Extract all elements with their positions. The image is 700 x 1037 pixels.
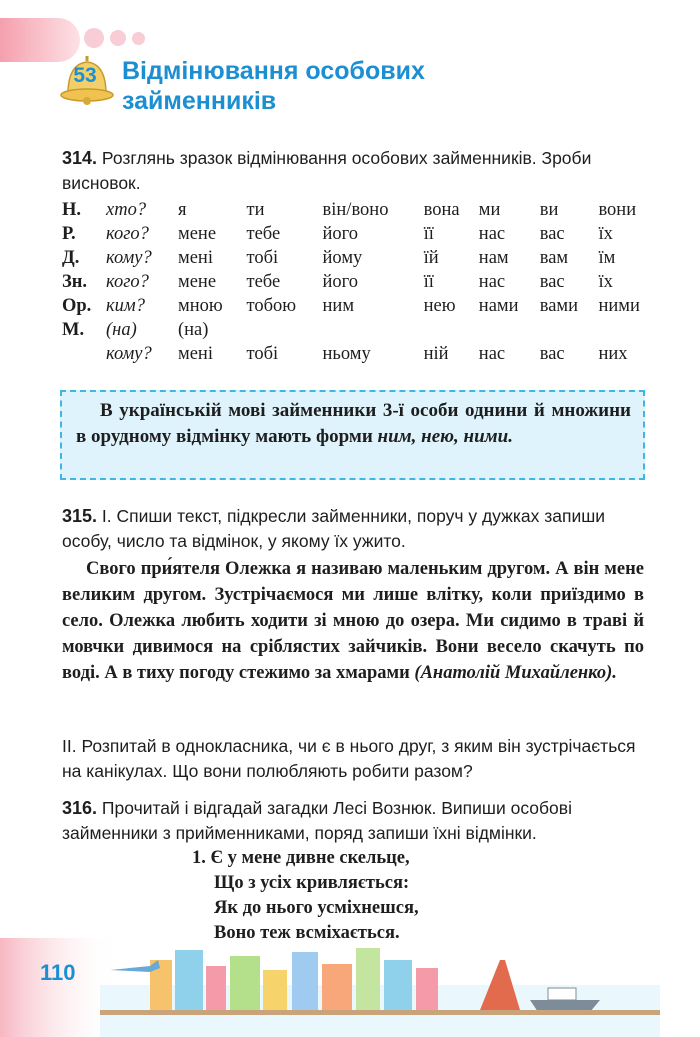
pronoun-form: тебе [246, 272, 281, 292]
task-instruction: Прочитай і відгадай загадки Лесі Вознюк. Випиши особові займенники з прийменниками, поряд запиши їхні відмінки. [62, 798, 572, 843]
case-question: кого? [106, 272, 149, 292]
pronoun-form: їх [598, 224, 613, 244]
pronoun-form [540, 318, 599, 342]
pronoun-form: нас [478, 344, 506, 364]
pronoun-form: їх [598, 272, 613, 292]
case-question: хто? [106, 200, 147, 220]
pronoun-form: вас [539, 344, 565, 364]
declension-row [62, 270, 662, 294]
pronoun-form: ним [322, 296, 355, 316]
task-314 [62, 146, 652, 196]
page-number: 110 [40, 960, 76, 985]
case-question: кому? [106, 344, 152, 364]
reading-text [62, 556, 644, 686]
city-illustration [0, 930, 700, 1037]
pronoun-form [479, 318, 540, 342]
pronoun-form: тобою [246, 296, 297, 316]
declension-row [62, 294, 662, 318]
pronoun-form: ньому [322, 344, 371, 364]
decor-dot [84, 28, 104, 48]
pronoun-form: нас [478, 224, 506, 244]
pronoun-form [424, 318, 479, 342]
pronoun-form [247, 318, 323, 342]
lesson-title-line2: займенників [122, 87, 277, 115]
declension-row [62, 342, 662, 366]
pronoun-form: я [178, 200, 187, 220]
pronoun-form: вона [423, 200, 460, 220]
lesson-heading [58, 54, 658, 124]
pronoun-form: вас [539, 272, 565, 292]
decor-dot [132, 32, 145, 45]
decor-dot [110, 30, 126, 46]
pronoun-form: тобі [246, 344, 279, 364]
pronoun-form: його [322, 272, 359, 292]
rule-box [60, 390, 645, 480]
pronoun-form: мене [178, 272, 217, 292]
task-instruction: Розглянь зразок відмінювання особових займенників. Зроби висновок. [62, 148, 592, 193]
pronoun-form: нам [478, 248, 509, 268]
riddle-line: Як до нього усміхнешся, [214, 898, 419, 918]
riddle-line: Що з усіх кривляється: [214, 873, 410, 893]
pronoun-form: йому [322, 248, 363, 268]
lesson-title [122, 56, 425, 116]
rule-forms: ним, нею, ними. [377, 426, 513, 447]
lesson-number: 53 [73, 64, 97, 87]
task-number: 314. [62, 148, 98, 168]
pronoun-form: них [598, 344, 628, 364]
pronoun-form: ти [246, 200, 265, 220]
case-question: ким? [106, 296, 145, 316]
pronoun-form: мною [178, 296, 223, 316]
pronoun-form: мені [178, 248, 213, 268]
case-label: Зн. [62, 272, 88, 292]
task-instruction: ІІ. Розпитай в однокласника, чи є в нього друг, з яким він зустрічається на канікулах. Що вони полюбляють робити разом? [62, 736, 636, 781]
pronoun-form: тобі [246, 248, 279, 268]
lesson-title-line1: Відмінювання особових [122, 57, 425, 85]
declension-row [62, 198, 662, 222]
declension-table [62, 198, 662, 366]
task-instruction: І. Спиши текст, підкресли займенники, поруч у дужках запиши особу, число та відмінок, у якому їх ужито. [62, 506, 606, 551]
pronoun-form: мене [178, 224, 217, 244]
pronoun-form: він/воно [322, 200, 389, 220]
pronoun-form: вони [598, 200, 637, 220]
pronoun-form: вам [539, 248, 569, 268]
pronoun-form: їй [423, 248, 439, 268]
riddle-line: 1. Є у мене дивне скельце, [192, 848, 410, 868]
pronoun-form: ви [539, 200, 559, 220]
pronoun-form [598, 318, 662, 342]
pronoun-form: тебе [246, 224, 281, 244]
pronoun-form: нею [423, 296, 456, 316]
case-label [62, 342, 106, 366]
pronoun-form: мені [178, 344, 213, 364]
task-316 [62, 796, 652, 846]
pronoun-form: її [423, 224, 434, 244]
case-label: Ор. [62, 296, 92, 316]
pronoun-form: вами [539, 296, 579, 316]
task-315-part2 [62, 734, 652, 784]
pronoun-form: ми [478, 200, 501, 220]
pronoun-form: вас [539, 224, 565, 244]
task-315 [62, 504, 652, 554]
case-question: (на) [106, 320, 137, 340]
pronoun-form: (на) [178, 320, 209, 340]
case-label: Н. [62, 200, 82, 220]
pronoun-form: ній [423, 344, 449, 364]
pronoun-form [323, 318, 424, 342]
riddle-line: Воно теж всміхається. [214, 923, 400, 943]
pronoun-form: нас [478, 272, 506, 292]
rule-text: В українській мові займенники 3-ї особи однини й множини в орудному відмінку мають форми [76, 400, 631, 447]
task-number: 315. [62, 506, 98, 526]
task-number: 316. [62, 798, 98, 818]
declension-row [62, 222, 662, 246]
reading-text-body: Свого при́ятеля Олежка я називаю маленьким другом. А він мене великим другом. Зустрічаємося ми лише влітку, коли приїздимо в село. Олежка любить ходити зі мною до озера. Ми сидимо в траві й мовчки дивимося на сріблястих зайчиків. Вони весело скачуть по воді. А в тиху погоду стежимо за хмарами [62, 559, 644, 683]
declension-row [62, 318, 662, 342]
case-question: кому? [106, 248, 152, 268]
case-label: Д. [62, 248, 80, 268]
pronoun-form: його [322, 224, 359, 244]
text-author: (Анатолій Михайленко). [414, 663, 617, 683]
pronoun-form: їм [598, 248, 616, 268]
declension-row [62, 246, 662, 270]
case-label: Р. [62, 224, 76, 244]
case-question: кого? [106, 224, 149, 244]
pronoun-form: ними [598, 296, 640, 316]
pronoun-form: її [423, 272, 434, 292]
case-label: М. [62, 320, 85, 340]
pronoun-form: нами [478, 296, 519, 316]
